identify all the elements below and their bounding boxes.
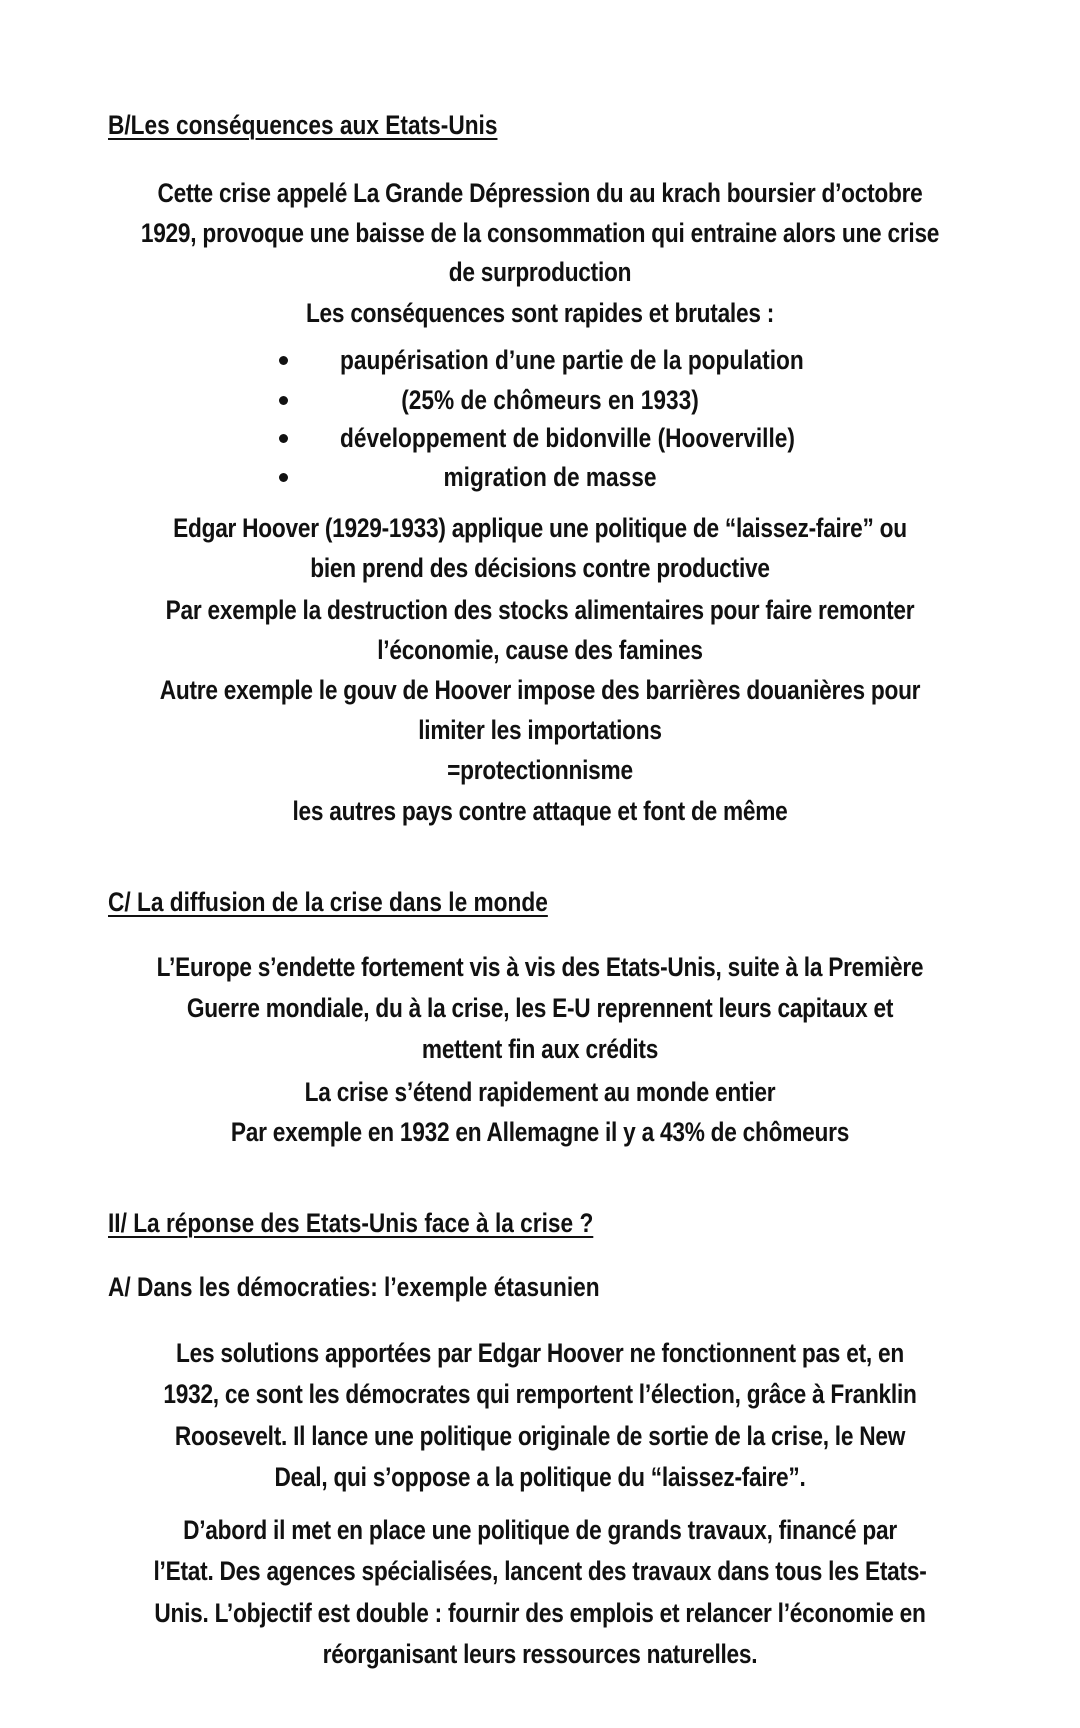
text-line: Les solutions apportées par Edgar Hoover ne fonctionnent pas et, en xyxy=(176,1338,904,1368)
bullet-icon xyxy=(279,356,288,365)
text-line: Edgar Hoover (1929-1933) applique une politique de “laissez-faire” ou xyxy=(173,513,907,543)
text-line: Guerre mondiale, du à la crise, les E-U reprennent leurs capitaux et xyxy=(186,993,894,1023)
text-line: Cette crise appelé La Grande Dépression du au krach boursier d’octobre xyxy=(157,178,923,208)
text-line: de surproduction xyxy=(448,257,632,287)
text-line: bien prend des décisions contre productive xyxy=(310,553,770,583)
bullet-text: paupérisation d’une partie de la population xyxy=(340,345,804,375)
bullet-icon xyxy=(279,434,288,443)
text-line: L’Europe s’endette fortement vis à vis des Etats-Unis, suite à la Première xyxy=(156,952,924,982)
section-ii-title: II/ La réponse des Etats-Unis face à la crise ? xyxy=(108,1208,594,1238)
text-line: 1932, ce sont les démocrates qui remportent l’élection, grâce à Franklin xyxy=(163,1379,917,1409)
bullet-text: (25% de chômeurs en 1933) xyxy=(401,385,699,415)
text-line: D’abord il met en place une politique de grands travaux, financé par xyxy=(183,1515,897,1545)
text-line: Par exemple la destruction des stocks alimentaires pour faire remonter xyxy=(165,595,915,625)
text-line: 1929, provoque une baisse de la consommation qui entraine alors une crise xyxy=(140,218,940,248)
bullet-text: développement de bidonville (Hooverville) xyxy=(340,423,795,453)
text-line: mettent fin aux crédits xyxy=(421,1034,659,1064)
text-line: Autre exemple le gouv de Hoover impose des barrières douanières pour xyxy=(159,675,921,705)
text-line: l’Etat. Des agences spécialisées, lancent des travaux dans tous les Etats- xyxy=(153,1556,927,1586)
bullet-icon xyxy=(279,473,288,482)
text-line: réorganisant leurs ressources naturelles. xyxy=(322,1639,758,1669)
text-line: Par exemple en 1932 en Allemagne il y a 43% de chômeurs xyxy=(230,1117,850,1147)
text-line: Les conséquences sont rapides et brutales : xyxy=(305,298,775,328)
text-line: Unis. L’objectif est double : fournir des emplois et relancer l’économie en xyxy=(154,1598,926,1628)
text-line: Deal, qui s’oppose a la politique du “laissez-faire”. xyxy=(274,1462,806,1492)
bullet-text: migration de masse xyxy=(443,462,657,492)
text-line: limiter les importations xyxy=(418,715,662,745)
bullet-icon xyxy=(279,396,288,405)
text-line: les autres pays contre attaque et font de même xyxy=(292,796,788,826)
text-line: Roosevelt. Il lance une politique originale de sortie de la crise, le New xyxy=(174,1421,906,1451)
text-line: =protectionnisme xyxy=(447,755,633,785)
section-c-title: C/ La diffusion de la crise dans le monde xyxy=(108,887,548,917)
section-ii-subtitle: A/ Dans les démocraties: l’exemple étasunien xyxy=(108,1272,600,1302)
section-b-title: B/Les conséquences aux Etats-Unis xyxy=(108,110,498,140)
text-line: l’économie, cause des famines xyxy=(377,635,703,665)
text-line: La crise s’étend rapidement au monde entier xyxy=(304,1077,776,1107)
